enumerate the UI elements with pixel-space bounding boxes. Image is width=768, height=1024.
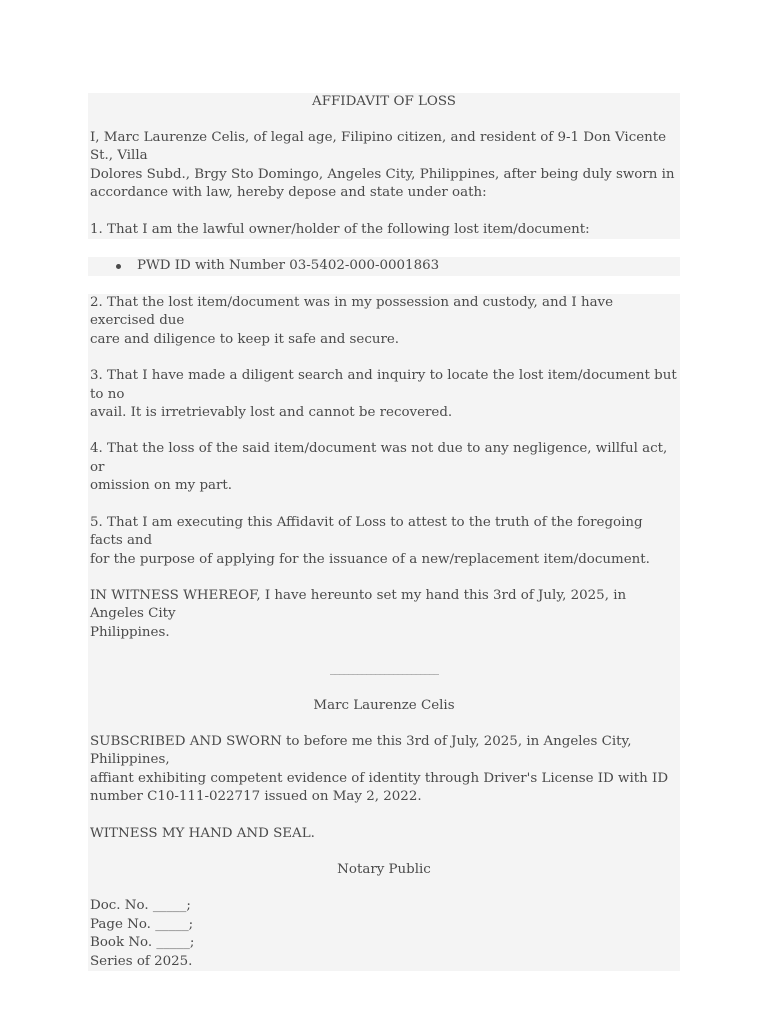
witness-hand-seal: WITNESS MY HAND AND SEAL. bbox=[90, 825, 315, 841]
lost-item-list bbox=[88, 257, 680, 276]
page-no: Page No. _____; bbox=[90, 916, 194, 932]
witness-clause: IN WITNESS WHEREOF, I have hereunto set my hand this 3rd of July, 2025, in Angeles City bbox=[90, 587, 627, 622]
intro-line: Dolores Subd., Brgy Sto Domingo, Angeles City, Philippines, after being duly sworn in bbox=[90, 166, 675, 182]
document-title: AFFIDAVIT OF LOSS bbox=[312, 94, 456, 109]
point-4: omission on my part. bbox=[90, 478, 233, 494]
intro-block bbox=[88, 93, 680, 239]
body-block bbox=[88, 294, 680, 971]
series: Series of 2025. bbox=[90, 953, 193, 969]
subscribed-clause: affiant exhibiting competent evidence of identity through Driver's License ID with ID bbox=[90, 770, 669, 786]
signature-line: ________________________ bbox=[330, 662, 438, 676]
witness-clause: Philippines. bbox=[90, 624, 170, 640]
intro-line: I, Marc Laurenze Celis, of legal age, Filipino citizen, and resident of 9-1 Don Vicente St., Villa bbox=[90, 130, 667, 164]
subscribed-clause: SUBSCRIBED AND SWORN to before me this 3rd of July, 2025, in Angeles City, Philippines, bbox=[90, 733, 632, 768]
intro-line: accordance with law, hereby depose and state under oath: bbox=[90, 185, 487, 201]
point-2: care and diligence to keep it safe and secure. bbox=[90, 331, 400, 347]
point-3: avail. It is irretrievably lost and cannot be recovered. bbox=[90, 405, 453, 421]
doc-no: Doc. No. _____; bbox=[90, 898, 191, 914]
affiant-name: Marc Laurenze Celis bbox=[313, 697, 455, 713]
point-4: 4. That the loss of the said item/document was not due to any negligence, willful act, or bbox=[90, 441, 668, 475]
subscribed-clause: number C10-111-022717 issued on May 2, 2022. bbox=[90, 789, 422, 805]
point-5: 5. That I am executing this Affidavit of Loss to attest to the truth of the foregoing facts and bbox=[90, 514, 643, 549]
affidavit-document bbox=[88, 93, 680, 971]
point-5: for the purpose of applying for the issuance of a new/replacement item/document. bbox=[90, 551, 650, 567]
point-3: 3. That I have made a diligent search and inquiry to locate the lost item/document but to no bbox=[90, 368, 677, 402]
book-no: Book No. _____; bbox=[90, 935, 195, 951]
lost-item: PWD ID with Number 03-5402-000-0001863 bbox=[137, 258, 440, 274]
notary-public: Notary Public bbox=[337, 861, 431, 877]
bullet-icon bbox=[116, 264, 121, 269]
point-2: 2. That the lost item/document was in my possession and custody, and I have exercised due bbox=[90, 295, 614, 329]
point-1: 1. That I am the lawful owner/holder of the following lost item/document: bbox=[90, 221, 590, 237]
